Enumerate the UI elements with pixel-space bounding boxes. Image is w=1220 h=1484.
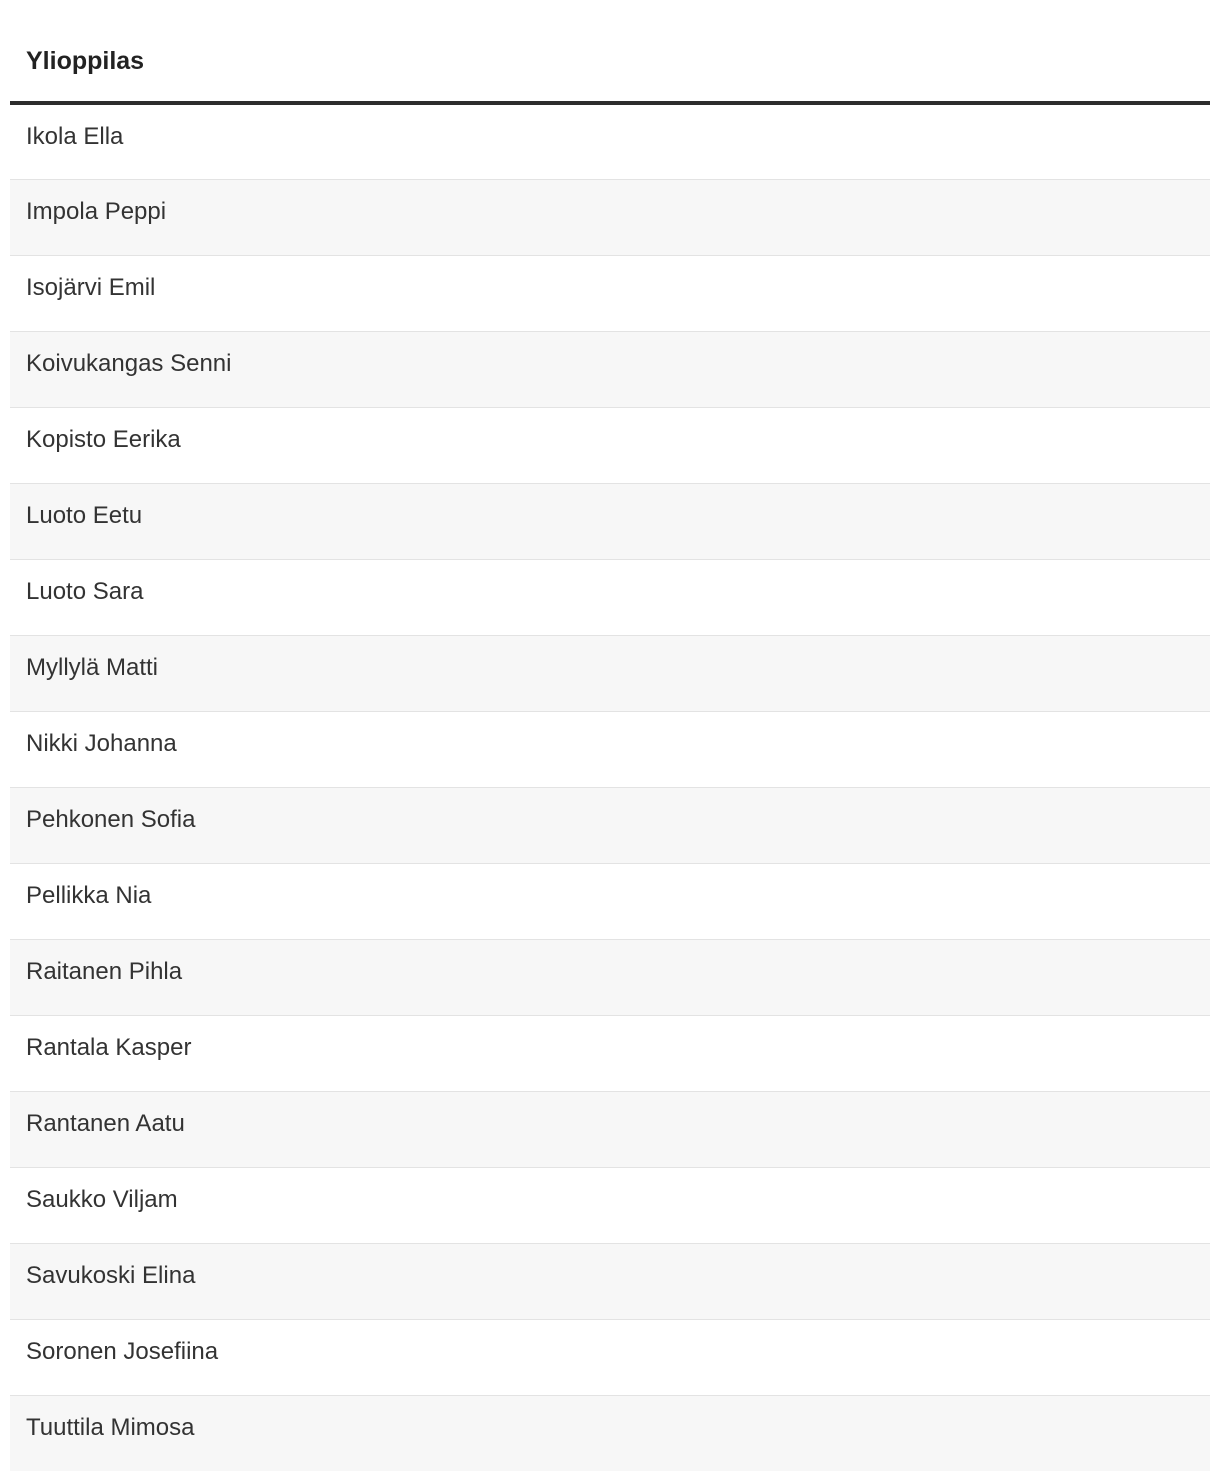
table-row (10, 331, 1210, 407)
table-row (10, 939, 1210, 1015)
table-row (10, 255, 1210, 331)
student-name-cell: Raitanen Pihla (10, 939, 1210, 1015)
student-name-cell: Nikki Johanna (10, 711, 1210, 787)
student-name-cell: Koivukangas Senni (10, 331, 1210, 407)
table-row (10, 1319, 1210, 1395)
student-name-cell: Luoto Sara (10, 559, 1210, 635)
table-row (10, 635, 1210, 711)
student-name-cell: Saukko Viljam (10, 1167, 1210, 1243)
table-row (10, 559, 1210, 635)
table-row (10, 1243, 1210, 1319)
table-body (10, 103, 1210, 1471)
student-name-cell: Tuuttila Mimosa (10, 1395, 1210, 1471)
student-name-cell: Impola Peppi (10, 179, 1210, 255)
student-name-cell: Soronen Josefiina (10, 1319, 1210, 1395)
student-name-cell: Myllylä Matti (10, 635, 1210, 711)
student-name-cell: Rantanen Aatu (10, 1091, 1210, 1167)
table-row (10, 407, 1210, 483)
student-name-cell: Luoto Eetu (10, 483, 1210, 559)
student-name-cell: Savukoski Elina (10, 1243, 1210, 1319)
student-name-cell: Ikola Ella (10, 103, 1210, 179)
table-row (10, 1091, 1210, 1167)
table-row (10, 863, 1210, 939)
table-row (10, 179, 1210, 255)
table-row (10, 1015, 1210, 1091)
table-row (10, 787, 1210, 863)
student-name-cell: Kopisto Eerika (10, 407, 1210, 483)
student-name-cell: Isojärvi Emil (10, 255, 1210, 331)
table-header (10, 0, 1210, 103)
students-table (10, 0, 1210, 1471)
table-row (10, 1167, 1210, 1243)
students-table-container (10, 0, 1210, 1471)
table-row (10, 711, 1210, 787)
student-name-cell: Rantala Kasper (10, 1015, 1210, 1091)
student-name-cell: Pehkonen Sofia (10, 787, 1210, 863)
table-row (10, 483, 1210, 559)
header-row (10, 0, 1210, 103)
column-header-student: Ylioppilas (10, 0, 1210, 103)
table-row (10, 103, 1210, 179)
student-name-cell: Pellikka Nia (10, 863, 1210, 939)
table-row (10, 1395, 1210, 1471)
